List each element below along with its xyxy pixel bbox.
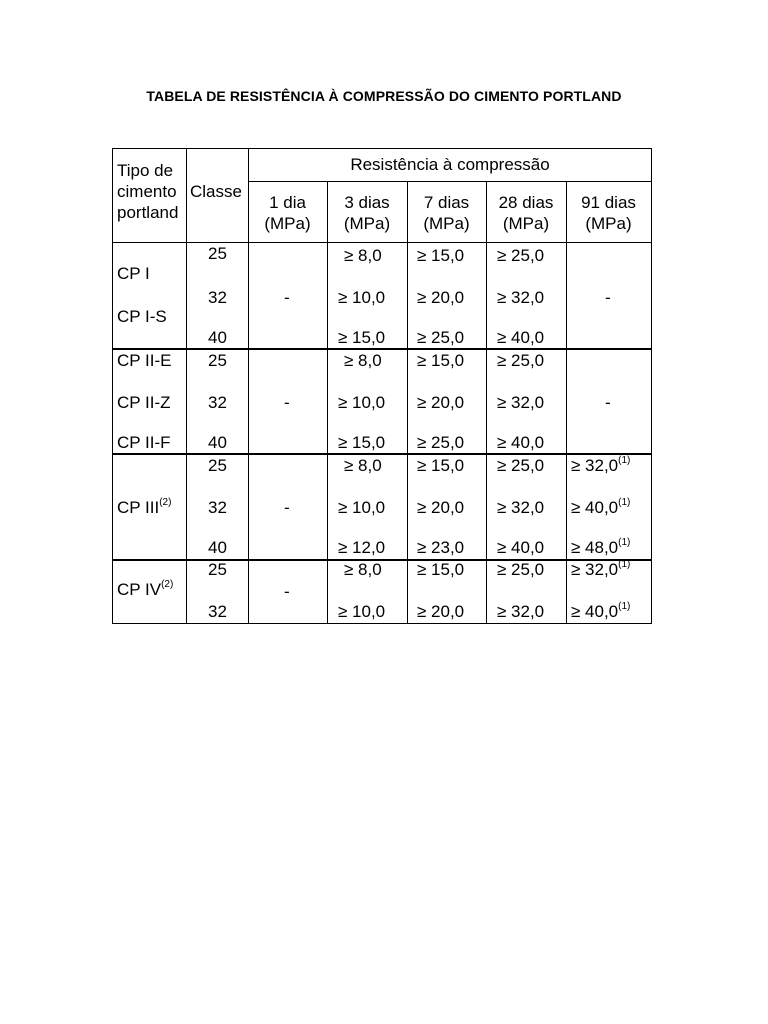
value-28dias: ≥ 25,0 — [497, 560, 545, 579]
header-1dia-l2: (MPa) — [264, 214, 311, 233]
cement-type: CP I-S — [117, 307, 167, 326]
value-28dias: ≥ 40,0 — [497, 433, 545, 452]
value-91dias: ≥ $48,0^{(1)}$ — [571, 537, 631, 557]
header-type-line2: cimento — [117, 182, 177, 201]
value-7dias: ≥ 25,0 — [417, 328, 465, 347]
value-28dias: ≥ 32,0 — [497, 288, 545, 307]
header-type-line3: portland — [117, 203, 179, 222]
value-3dias: ≥ 10,0 — [338, 393, 386, 412]
cement-type: CP II-E — [117, 351, 172, 370]
value-3dias: ≥ 12,0 — [338, 538, 386, 557]
col-line-3dias — [407, 181, 408, 624]
value-7dias: ≥ 20,0 — [417, 393, 465, 412]
col-line-type — [186, 148, 187, 624]
header-7dias-l1: 7 dias — [423, 193, 470, 212]
value-28dias: ≥ 40,0 — [497, 538, 545, 557]
class-cell: 40 — [208, 538, 227, 557]
value-1dia: - — [284, 498, 290, 517]
value-91dias: - — [605, 393, 611, 412]
header-type-line1: Tipo de — [117, 161, 174, 180]
footnote-marker: (1) — [618, 455, 631, 466]
footnote-marker: (1) — [618, 601, 631, 612]
footnote-marker: (2) — [161, 579, 174, 590]
value-28dias: ≥ 25,0 — [497, 351, 545, 370]
header-28dias-l2: (MPa) — [502, 214, 550, 233]
value-7dias: ≥ 25,0 — [417, 433, 465, 452]
header-3dias-l1: 3 dias — [344, 193, 390, 212]
class-cell: 32 — [208, 393, 227, 412]
class-cell: 25 — [208, 560, 227, 579]
value-28dias: ≥ 32,0 — [497, 393, 545, 412]
header-1dia-l1: 1 dia — [269, 193, 306, 212]
group-divider-2 — [112, 453, 652, 455]
header-91dias-l1: 91 dias — [581, 193, 636, 212]
header-7dias-l2: (MPa) — [423, 214, 470, 233]
cement-type: CP III$^{(2)}$ — [117, 497, 172, 517]
value-3dias: ≥ 10,0 — [338, 602, 386, 621]
value-3dias: ≥ 8,0 — [344, 456, 382, 475]
col-line-left — [112, 148, 113, 624]
footnote-marker: (1) — [618, 497, 631, 508]
class-cell: 25 — [208, 351, 227, 370]
col-line-right — [651, 148, 652, 624]
value-3dias: ≥ 15,0 — [338, 328, 386, 347]
col-line-1dia — [327, 181, 328, 624]
cement-type: CP II-Z — [117, 393, 171, 412]
header-resistance-group: Resistência à compressão — [350, 155, 550, 174]
value-3dias: ≥ 10,0 — [338, 498, 386, 517]
value-28dias: ≥ 32,0 — [497, 602, 545, 621]
value-3dias: ≥ 10,0 — [338, 288, 386, 307]
value-28dias: ≥ 25,0 — [497, 456, 545, 475]
group-header-divider — [248, 181, 652, 182]
table-border-top — [112, 148, 652, 149]
class-cell: 32 — [208, 602, 227, 621]
page-title: TABELA DE RESISTÊNCIA À COMPRESSÃO DO CIMENTO PORTLAND — [146, 88, 622, 104]
class-cell: 40 — [208, 433, 227, 452]
value-28dias: ≥ 40,0 — [497, 328, 545, 347]
value-3dias: ≥ 15,0 — [338, 433, 386, 452]
value-7dias: ≥ 15,0 — [417, 246, 465, 265]
class-cell: 25 — [208, 456, 227, 475]
value-28dias: ≥ 32,0 — [497, 498, 545, 517]
value-3dias: ≥ 8,0 — [344, 246, 382, 265]
value-91dias: - — [605, 288, 611, 307]
header-bottom-line — [112, 242, 652, 243]
value-28dias: ≥ 25,0 — [497, 246, 545, 265]
group-divider-1 — [112, 348, 652, 350]
value-7dias: ≥ 15,0 — [417, 560, 465, 579]
value-3dias: ≥ 8,0 — [344, 560, 382, 579]
cement-type: CP I — [117, 264, 150, 283]
value-1dia: - — [284, 393, 290, 412]
footnote-marker: (2) — [159, 497, 172, 508]
header-91dias-l2: (MPa) — [585, 214, 632, 233]
value-7dias: ≥ 15,0 — [417, 351, 465, 370]
value-7dias: ≥ 23,0 — [417, 538, 465, 557]
value-91dias: ≥ $40,0^{(1)}$ — [571, 601, 631, 621]
class-cell: 40 — [208, 328, 227, 347]
cement-type: CP II-F — [117, 433, 171, 452]
value-1dia: - — [284, 288, 290, 307]
header-28dias-l1: 28 dias — [498, 193, 554, 212]
class-cell: 32 — [208, 498, 227, 517]
value-7dias: ≥ 15,0 — [417, 456, 465, 475]
value-7dias: ≥ 20,0 — [417, 602, 465, 621]
value-7dias: ≥ 20,0 — [417, 498, 465, 517]
value-91dias: ≥ $32,0^{(1)}$ — [571, 559, 631, 579]
header-class: Classe — [190, 182, 242, 201]
value-7dias: ≥ 20,0 — [417, 288, 465, 307]
class-cell: 25 — [208, 244, 227, 263]
value-91dias: ≥ $40,0^{(1)}$ — [571, 497, 631, 517]
footnote-marker: (1) — [618, 559, 631, 570]
header-3dias-l2: (MPa) — [343, 214, 391, 233]
footnote-marker: (1) — [618, 537, 631, 548]
col-line-28dias — [566, 181, 567, 624]
cement-type: CP IV$^{(2)}$ — [117, 579, 174, 599]
value-3dias: ≥ 8,0 — [344, 351, 382, 370]
table-border-bottom — [112, 623, 652, 624]
class-cell: 32 — [208, 288, 227, 307]
resistance-table — [112, 148, 652, 624]
value-1dia: - — [284, 582, 290, 601]
col-line-7dias — [486, 181, 487, 624]
value-91dias: ≥ $32,0^{(1)}$ — [571, 455, 631, 475]
